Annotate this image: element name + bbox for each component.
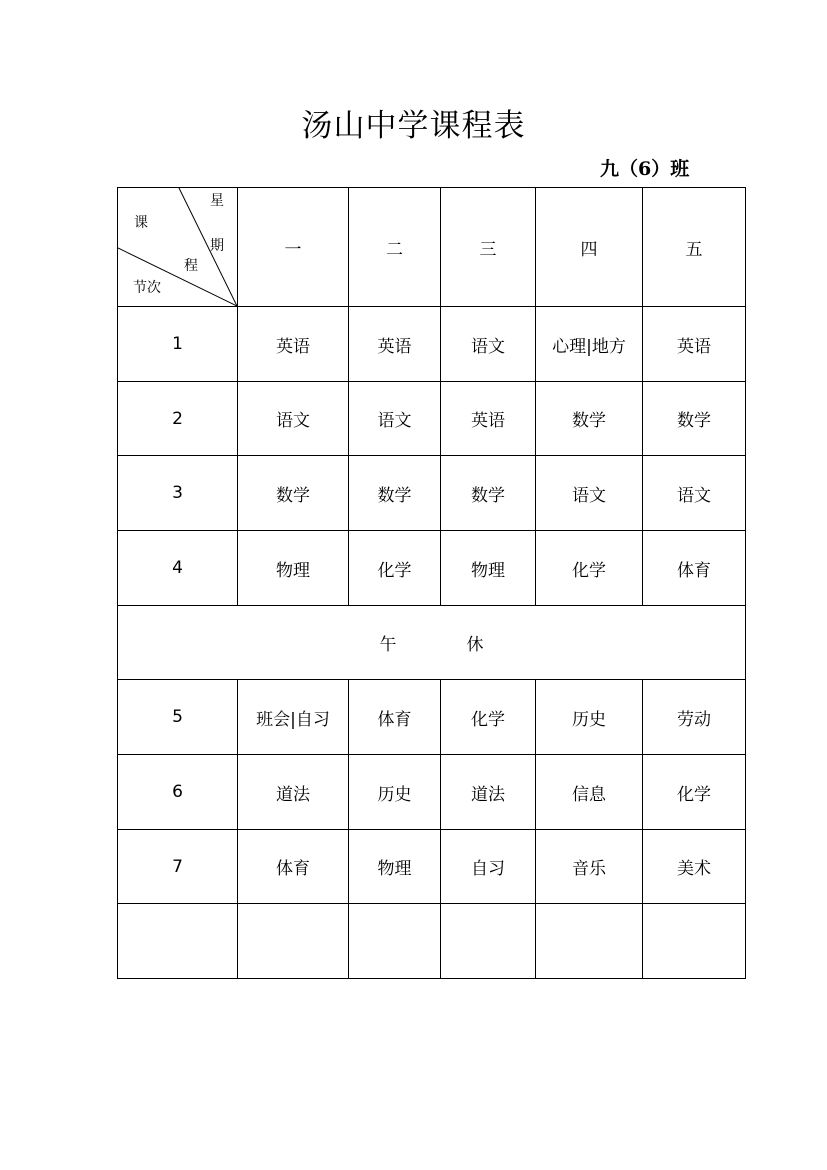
day-header: 一: [238, 188, 349, 307]
class-cell: 语文: [643, 456, 746, 531]
day-header: 五: [643, 188, 746, 307]
day-header: 三: [441, 188, 536, 307]
class-label: 九（6）班: [600, 158, 690, 180]
page-title: 汤山中学课程表: [301, 108, 526, 144]
period-row: [118, 456, 746, 531]
corner-course-label-2: 程: [184, 258, 198, 274]
class-cell: 美术: [643, 830, 746, 904]
period-row: [118, 307, 746, 382]
lunch-break-cell: [118, 606, 746, 680]
lunch-char-2: 休: [466, 635, 484, 655]
lunch-row: [118, 606, 746, 680]
class-cell: 自习: [441, 830, 536, 904]
class-cell: 数学: [643, 382, 746, 456]
class-cell: 班会|自习: [238, 680, 349, 755]
class-cell: [643, 904, 746, 979]
class-cell: 语文: [536, 456, 643, 531]
class-cell: 英语: [238, 307, 349, 382]
class-cell: 体育: [349, 680, 441, 755]
class-cell: 语文: [441, 307, 536, 382]
class-cell: 化学: [441, 680, 536, 755]
day-header: 四: [536, 188, 643, 307]
corner-day-label-1: 星: [210, 193, 224, 209]
period-number: 6: [118, 755, 238, 830]
period-number: 1: [118, 307, 238, 382]
class-cell: 化学: [536, 531, 643, 606]
class-cell: 物理: [349, 830, 441, 904]
class-cell: 语文: [349, 382, 441, 456]
period-row: [118, 680, 746, 755]
class-cell: 劳动: [643, 680, 746, 755]
class-cell: 数学: [349, 456, 441, 531]
lunch-char-1: 午: [379, 635, 397, 655]
period-number: 4: [118, 531, 238, 606]
class-cell: 历史: [349, 755, 441, 830]
class-cell: [536, 904, 643, 979]
schedule-table: [117, 187, 746, 979]
class-cell: [349, 904, 441, 979]
period-number: [118, 904, 238, 979]
period-number: 5: [118, 680, 238, 755]
class-cell: 物理: [441, 531, 536, 606]
corner-header-cell: [118, 188, 238, 307]
period-row: [118, 531, 746, 606]
class-cell: 体育: [238, 830, 349, 904]
corner-course-label-1: 课: [134, 215, 148, 231]
period-number: 7: [118, 830, 238, 904]
header-row: [118, 188, 746, 307]
class-cell: 音乐: [536, 830, 643, 904]
period-number: 3: [118, 456, 238, 531]
class-cell: 英语: [441, 382, 536, 456]
class-cell: 数学: [238, 456, 349, 531]
period-row-empty: [118, 904, 746, 979]
class-cell: 心理|地方: [536, 307, 643, 382]
corner-day-label-2: 期: [210, 238, 224, 254]
class-cell: 化学: [349, 531, 441, 606]
class-cell: 道法: [441, 755, 536, 830]
class-cell: 英语: [349, 307, 441, 382]
day-header: 二: [349, 188, 441, 307]
class-cell: 历史: [536, 680, 643, 755]
class-cell: 英语: [643, 307, 746, 382]
period-number: 2: [118, 382, 238, 456]
class-cell: 道法: [238, 755, 349, 830]
class-cell: [441, 904, 536, 979]
class-cell: [238, 904, 349, 979]
corner-period-label: 节次: [133, 280, 161, 296]
class-cell: 数学: [441, 456, 536, 531]
class-cell: 物理: [238, 531, 349, 606]
period-row: [118, 382, 746, 456]
period-row: [118, 755, 746, 830]
period-row: [118, 830, 746, 904]
class-cell: 数学: [536, 382, 643, 456]
class-cell: 化学: [643, 755, 746, 830]
class-cell: 体育: [643, 531, 746, 606]
class-cell: 语文: [238, 382, 349, 456]
class-cell: 信息: [536, 755, 643, 830]
